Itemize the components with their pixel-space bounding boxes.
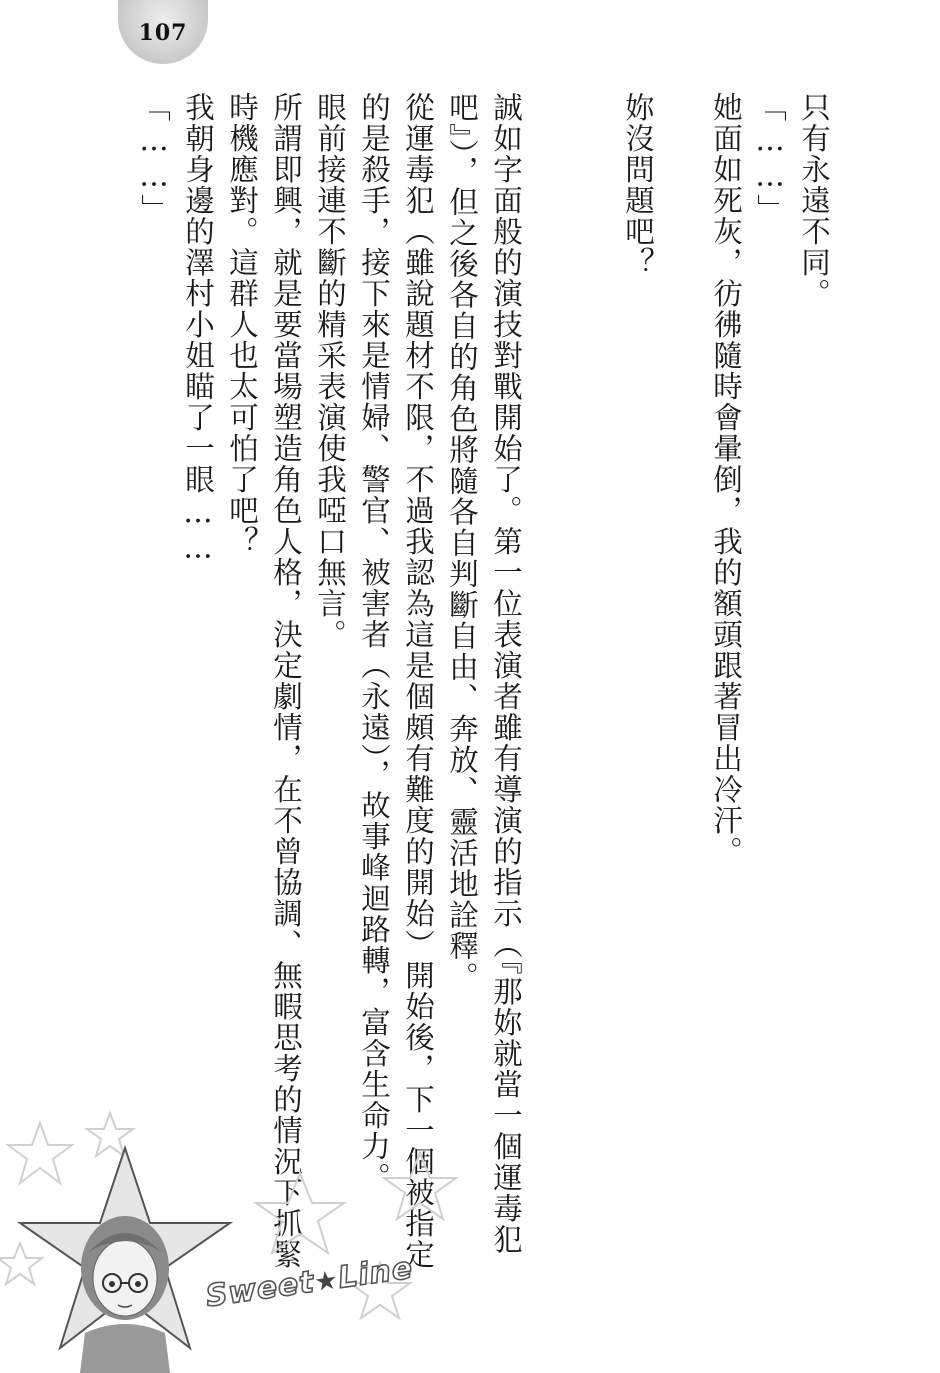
paragraph: 「……」 <box>753 92 787 225</box>
paragraph: 只有永遠不同。 <box>797 92 831 309</box>
paragraph: 誠如字面般的演技對戰開始了。第一位表演者雖有導演的指示（『那妳就當一個運毒犯吧』），但之後各自的角色將隨各自判斷自由、奔放、靈活地詮釋。 <box>445 92 523 1256</box>
paragraph: 眼前接連不斷的精采表演使我啞口無言。 <box>313 92 347 650</box>
outline-star-icon <box>384 1153 456 1219</box>
outline-star-icon <box>8 1123 72 1183</box>
outline-star-icon <box>0 1243 42 1284</box>
paragraph: 她面如死灰，彷彿隨時會暈倒，我的額頭跟著冒出冷汗。 <box>709 92 743 867</box>
paragraph: 我朝身邊的澤村小姐瞄了一眼…… <box>181 92 215 566</box>
outline-star-icon <box>256 1173 344 1253</box>
logo-word-1: Sweet <box>203 1264 317 1315</box>
page-number-badge <box>118 0 208 64</box>
logo-word-2: Line <box>335 1250 416 1296</box>
paragraph: 所謂即興，就是要當場塑造角色人格，決定劇情，在不曾協調、無暇思考的情況下抓緊時機應對。這群人也太可怕了吧？ <box>225 92 303 1270</box>
page-number: 107 <box>138 20 188 46</box>
paragraph: 從運毒犯（雖說題材不限，不過我認為這是個頗有難度的開始）開始後，下一個被指定的是殺手，接下來是情婦、警官、被害者（永遠），故事峰迴路轉，富含生命力。 <box>357 92 435 1270</box>
paragraph: 妳沒問題吧？ <box>621 92 655 278</box>
logo-star-icon: ★ <box>312 1265 341 1299</box>
paragraph: 「……」 <box>137 92 171 225</box>
character-in-star-illustration <box>20 1148 230 1373</box>
decorative-stars-illustration <box>0 1093 480 1373</box>
